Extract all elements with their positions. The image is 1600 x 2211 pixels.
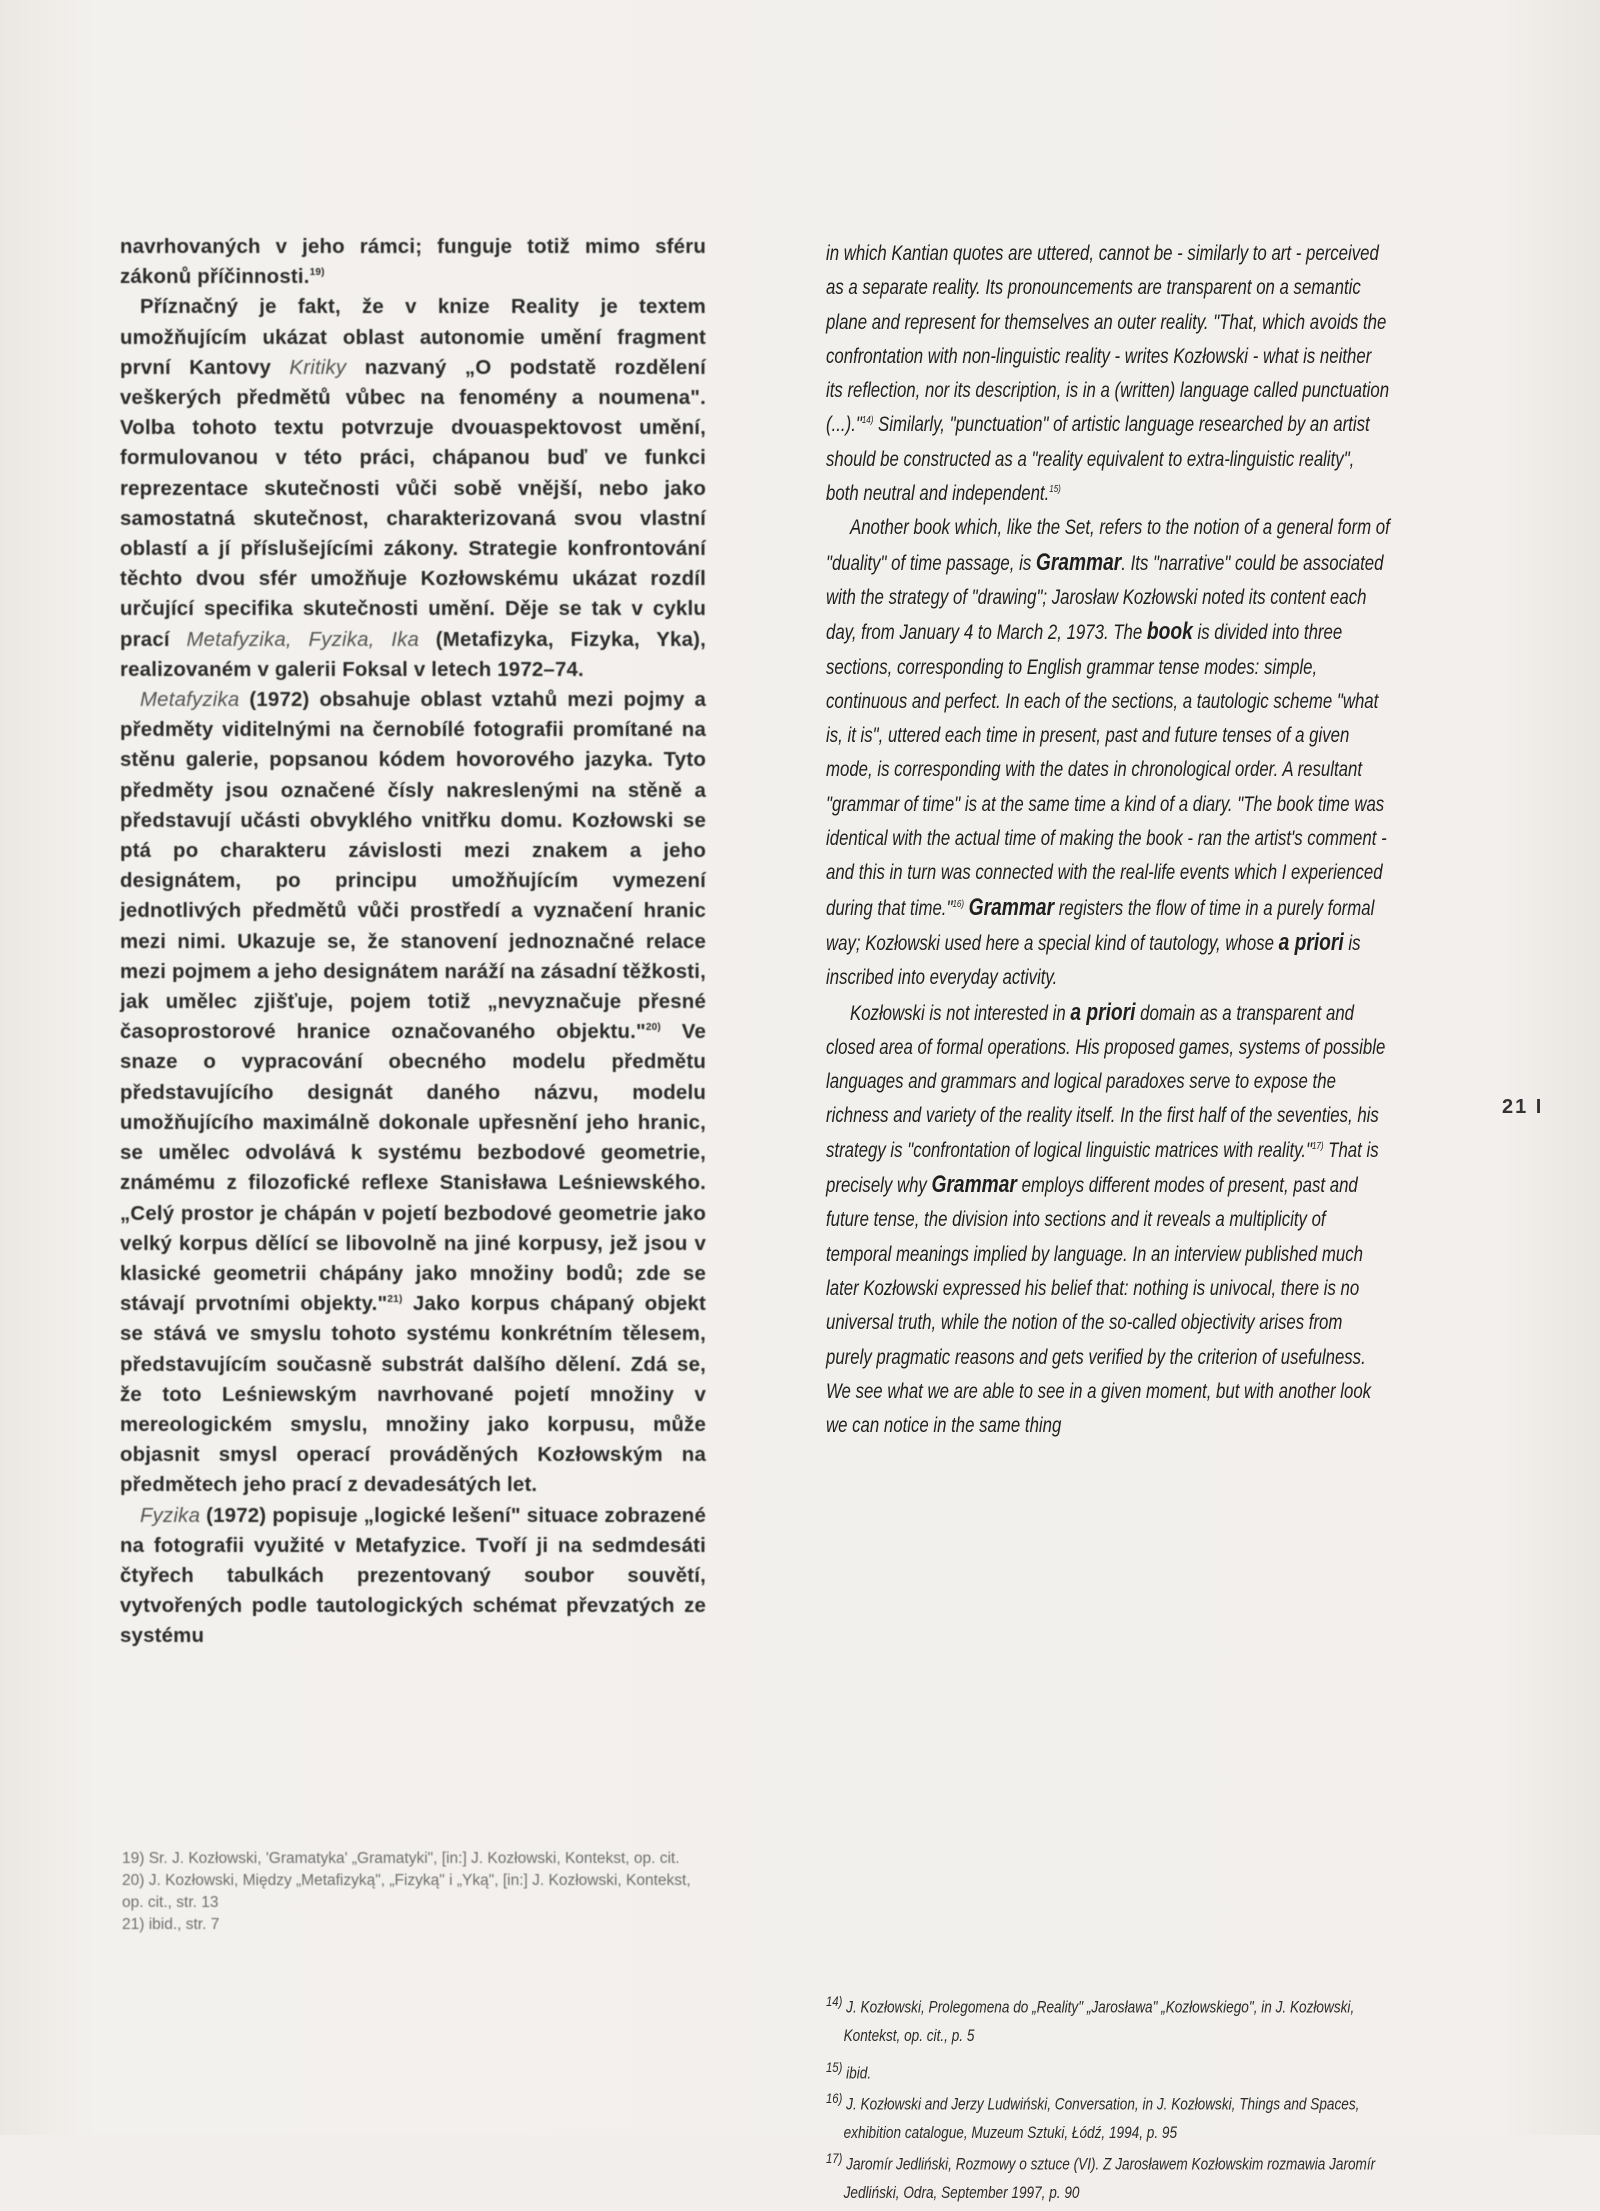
right-footnote-15: $^{15)}$ ibid. (826, 2059, 872, 2083)
right-footnote-17: $^{17)}$ Jaromír Jedliński, Rozmowy o sztuce (VI). Z Jarosławem Kozłowskim rozmawia Jaromír Jedliński, Odra, September 1997, p. 90 (826, 2150, 1376, 2202)
right-footnote-16: $^{16)}$ J. Kozłowski and Jerzy Ludwiński, Conversation, in J. Kozłowski, Things and Spaces, exhibition catalogue, Muzeum Sztuki, Łódź, 1994, p. 95 (826, 2091, 1360, 2142)
left-footnote-21: 21) ibid., str. 7 (122, 1916, 220, 1933)
right-footnote-14: $^{14)}$ J. Kozłowski, Prolegomena do „Reality" „Jarosława" „Kozłowskiego", in J. Kozłowski, Kontekst, op. cit., p. 5 (826, 1994, 1355, 2045)
left-footnotes (120, 1848, 710, 1936)
right-paragraph-1: in which Kantian quotes are uttered, cannot be - similarly to art - perceived as a separate reality. Its pronouncements are transparent on a semantic plane and represent for themselves an outer reality. "That, which avoids the confrontation with non-linguistic reality - writes Kozłowski - what is neither its reflection, nor its description, is in a (written) language called punctuation (...)."$^{14)}$ Similarly, "punctuation" of artistic language researched by an artist should be constructed as a "reality equivalent to extra-linguistic reality", both neutral and independent.$^{15)}$ (826, 242, 1390, 506)
right-paragraph-3: Kozłowski is not interested in a priori domain as a transparent and closed area of formal operations. His proposed games, systems of possible languages and grammars and logical paradoxes serve to expose the richness and variety of the reality itself. In the first half of the seventies, his strategy is "confrontation of logical linguistic matrices with reality."$^{17)}$ That is precisely why Grammar employs different modes of present, past and future tense, the division into sections and it reveals a multiplicity of temporal meanings implied by language. In an interview published much later Kozłowski expressed his belief that: nothing is univocal, there is no universal truth, while the notion of the so-called objectivity arises from purely pragmatic reasons and gets verified by the criterion of usefulness. We see what we are able to see in a given moment, but with another look we can notice in the same thing (826, 998, 1386, 1438)
left-column-czech (120, 232, 706, 1652)
left-paragraph-2: Příznačný je fakt, že v knize Reality je textem umožňujícím ukázat oblast autonomie umění fragment první Kantovy Kritiky nazvaný „O podstatě rozdělení veškerých předmětů vůbec na fenomény a noumena". Volba tohoto textu potvrzuje dvouaspektovost umění, formulovanou v této práci, chápanou buď ve funkci reprezentace skutečnosti vůči sobě vnější, nebo jako samostatná skutečnost, charakterizovaná svou vlastní oblastí a jí příslušejícími zákony. Strategie konfrontování těchto dvou sfér umožňuje Kozłowskému ukázat rozdíl určující specifika skutečnosti umění. Děje se tak v cyklu prací Metafyzika, Fyzika, Ika (Metafizyka, Fizyka, Yka), realizovaném v galerii Foksal v letech 1972–74. (120, 296, 706, 681)
left-paragraph-1: navrhovaných v jeho rámci; funguje totiž mimo sféru zákonů příčinnosti.$^{19)}$ (120, 236, 706, 289)
left-footnote-20: 20) J. Kozłowski, Między „Metafizyką", „Fizyką" i „Yką", [in:] J. Kozłowski, Kontekst, op. cit., str. 13 (122, 1872, 691, 1911)
left-paragraph-4: Fyzika (1972) popisuje „logické lešení" situace zobrazené na fotografii využité v Metafyzice. Tvoří ji na sedmdesáti čtyřech tabulkách prezentovaný soubor souvětí, vytvořených podle tautologických schémat převzatých ze systému (120, 1504, 706, 1648)
right-footnotes (826, 1988, 1376, 2211)
right-column-english (826, 237, 1390, 1443)
left-paragraph-3: Metafyzika (1972) obsahuje oblast vztahů mezi pojmy a předměty viditelnými na černobílé fotografii promítané na stěnu galerie, popsanou kódem hovorového jazyka. Tyto předměty jsou označené čísly nakreslenými na stěně a představují učásti obvyklého vnitřku domu. Kozłowski se ptá po charakteru závislosti mezi znakem a jeho designátem, po principu umožňujícím vymezení jednotlivých předmětů vůči prostředí a vyznačení hranic mezi nimi. Ukazuje se, že stanovení jednoznačné relace mezi pojmem a jeho designátem naráží na zásadní těžkosti, jak umělec zjišťuje, pojem totiž „nevyznačuje přesné časoprostorové hranice označovaného objektu."$^{20)}$ Ve snaze o vypracování obecného modelu předmětu představujícího designát daného názvu, modelu umožňujícího maximálně dokonale upřesnění jeho hranic, se umělec odvolává k systému bezbodové geometrie, známému z filozofické reflexe Stanisława Leśniewského. „Celý prostor je chápán v pojetí bezbodové geometrie jako velký korpus dělící se libovolně na jiné korpusy, jež jsou v klasické geometrii chápány jako množiny bodů; zde se stávají prvotními objekty."$^{21)}$ Jako korpus chápaný objekt se stává ve smyslu tohoto systému konkrétním tělesem, představujícím současně substrát dalšího dělení. Zdá se, že toto Leśniewským navrhované pojetí množiny v mereologickém smyslu, množiny jako korpusu, může objasnit smysl operací prováděných Kozłowským na předmětech jeho prací z devadesátých let. (120, 689, 706, 1497)
right-paragraph-2: Another book which, like the Set, refers to the notion of a general form of "duality" of time passage, is Grammar. Its "narrative" could be associated with the strategy of "drawing"; Jarosław Kozłowski noted its content each day, from January 4 to March 2, 1973. The book is divided into three sections, corresponding to English grammar tense modes: simple, continuous and perfect. In each of the sections, a tautologic scheme "what is, it is", uttered each time in present, past and future tenses of a given mode, is corresponding with the dates in chronological order. A resultant "grammar of time" is at the same time a kind of a diary. "The book time was identical with the actual time of making the book - ran the artist's comment - and this in turn was connected with the real-life events which I experienced during that time."$^{16)}$ Grammar registers the flow of time in a purely formal way; Kozłowski used here a special kind of tautology, whose a priori is inscribed into everyday activity. (826, 516, 1390, 990)
left-footnote-19: 19) Sr. J. Kozłowski, 'Gramatyka' „Gramatyki", [in:] J. Kozłowski, Kontekst, op. cit. (122, 1850, 680, 1867)
page-number: 21 I (1502, 1096, 1544, 1118)
